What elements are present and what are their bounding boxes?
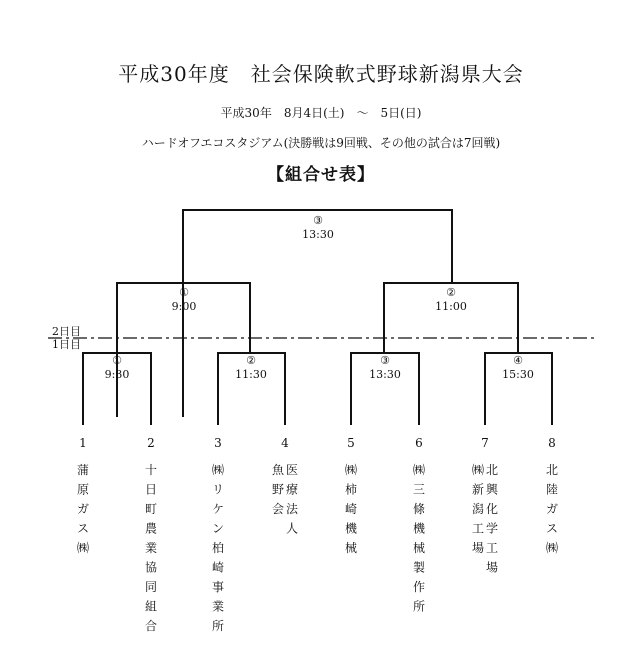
bracket-heading: 【組合せ表】	[267, 165, 375, 185]
team-name-6: ㈱三條機械製作所	[412, 463, 426, 614]
day1-label: 1日目	[52, 338, 81, 351]
team-seed-6: 6	[415, 436, 423, 450]
semifinal-1-number: ①	[179, 286, 189, 299]
team-name-7-col1: 北興化学工場	[485, 463, 499, 575]
team-seed-7: 7	[481, 436, 489, 450]
team-seed-3: 3	[214, 436, 222, 450]
final-match-time: 13:30	[302, 228, 334, 241]
tournament-dates: 平成30年 8月4日(土) ～ 5日(日)	[220, 106, 422, 120]
team-name-8: 北陸ガス㈱	[545, 463, 559, 555]
team-name-4-col2: 魚野会	[271, 463, 285, 516]
bracket-lines	[83, 210, 552, 425]
team-seed-2: 2	[147, 436, 155, 450]
round1-1-time: 9:30	[104, 368, 130, 381]
round1-4-time: 15:30	[502, 368, 534, 381]
semifinal-2-time: 11:00	[435, 300, 467, 313]
team-list	[77, 436, 558, 633]
round1-3-time: 13:30	[369, 368, 401, 381]
team-seed-1: 1	[79, 436, 87, 450]
day2-label: 2日目	[52, 325, 81, 338]
team-seed-4: 4	[281, 436, 289, 450]
round1-1-number: ①	[112, 354, 122, 367]
team-name-1: 蒲原ガス㈱	[76, 463, 90, 555]
team-name-2: 十日町農業協同組合	[144, 463, 158, 633]
round1-3-number: ③	[380, 354, 390, 367]
team-name-3: ㈱リケン柏崎事業所	[211, 463, 225, 633]
semifinal-2-number: ②	[446, 286, 456, 299]
round1-2-number: ②	[246, 354, 256, 367]
team-seed-8: 8	[548, 436, 556, 450]
final-bracket-line	[183, 210, 452, 417]
semifinal-1-time: 9:00	[171, 300, 197, 313]
tournament-venue: ハードオフエコスタジアム(決勝戦は9回戦、その他の試合は7回戦)	[141, 136, 501, 150]
page-title: 平成30年度 社会保険軟式野球新潟県大会	[118, 62, 524, 86]
team-name-7-col2: ㈱新潟工場	[471, 463, 485, 555]
team-seed-5: 5	[347, 436, 355, 450]
team-name-5: ㈱柿崎機械	[344, 463, 358, 555]
round1-2-time: 11:30	[235, 368, 267, 381]
team-name-4-col1: 医療法人	[285, 463, 299, 536]
round1-4-number: ④	[513, 354, 523, 367]
final-match-number: ③	[313, 214, 323, 227]
